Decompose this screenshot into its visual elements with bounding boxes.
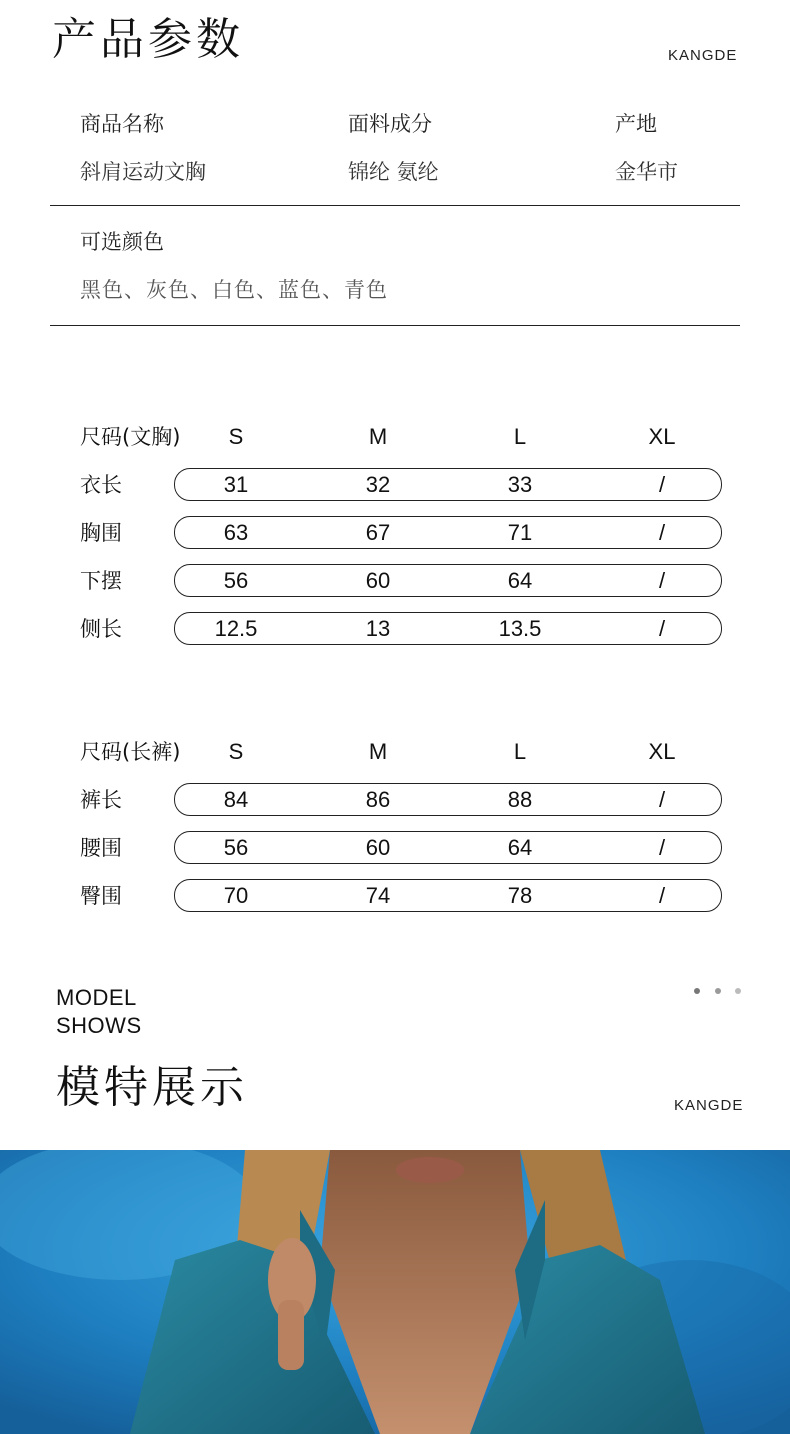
size-header-l: L xyxy=(513,739,527,764)
model-photo-illustration xyxy=(0,1150,790,1434)
divider xyxy=(50,325,740,326)
brand-label: KANGDE xyxy=(674,1097,744,1114)
size-header-xl: XL xyxy=(648,739,676,764)
size-header-l: L xyxy=(513,424,527,449)
size-header-xl: XL xyxy=(648,424,676,449)
cell-s: 31 xyxy=(223,472,249,497)
pagination-dots xyxy=(692,988,744,996)
cell-l: 64 xyxy=(507,835,533,860)
param-value-name: 斜肩运动文胸 xyxy=(80,160,206,184)
param-label-name: 商品名称 xyxy=(80,112,164,136)
table-row xyxy=(0,879,790,913)
cell-s: 63 xyxy=(223,520,249,545)
size-header-s: S xyxy=(228,424,244,449)
model-photo xyxy=(0,1150,790,1434)
color-options-value: 黑色、灰色、白色、蓝色、青色 xyxy=(80,278,388,302)
cell-s: 12.5 xyxy=(214,616,258,641)
size-table-title: 尺码(长裤) xyxy=(80,740,181,764)
cell-xl: / xyxy=(658,520,666,545)
model-shows-line1: MODEL xyxy=(56,985,137,1010)
cell-xl: / xyxy=(658,883,666,908)
table-row xyxy=(0,612,790,646)
table-row xyxy=(0,516,790,550)
dot-active xyxy=(694,988,700,994)
row-label: 衣长 xyxy=(80,473,122,497)
cell-m: 67 xyxy=(365,520,391,545)
cell-s: 84 xyxy=(223,787,249,812)
size-table-title: 尺码(文胸) xyxy=(80,425,181,449)
param-label-fabric: 面料成分 xyxy=(348,112,432,136)
size-header-s: S xyxy=(228,739,244,764)
section-title-params: 产品参数 xyxy=(52,14,244,65)
row-label: 侧长 xyxy=(80,617,122,641)
row-label: 臀围 xyxy=(80,884,122,908)
cell-l: 88 xyxy=(507,787,533,812)
cell-xl: / xyxy=(658,616,666,641)
cell-l: 13.5 xyxy=(498,616,542,641)
cell-l: 64 xyxy=(507,568,533,593)
dot xyxy=(735,988,741,994)
model-shows-heading xyxy=(56,984,142,1040)
cell-s: 56 xyxy=(223,568,249,593)
row-label: 下摆 xyxy=(80,569,122,593)
cell-s: 56 xyxy=(223,835,249,860)
section-title-model: 模特展示 xyxy=(56,1062,248,1113)
model-shows-line2: SHOWS xyxy=(56,1013,142,1038)
cell-m: 74 xyxy=(365,883,391,908)
table-row xyxy=(0,831,790,865)
size-table-header xyxy=(0,420,790,454)
cell-xl: / xyxy=(658,787,666,812)
size-header-m: M xyxy=(368,739,388,764)
row-label: 胸围 xyxy=(80,521,122,545)
param-value-fabric: 锦纶 氨纶 xyxy=(348,160,439,184)
row-label: 腰围 xyxy=(80,836,122,860)
cell-m: 60 xyxy=(365,835,391,860)
cell-m: 13 xyxy=(365,616,391,641)
row-label: 裤长 xyxy=(80,788,122,812)
cell-l: 33 xyxy=(507,472,533,497)
cell-xl: / xyxy=(658,472,666,497)
cell-m: 86 xyxy=(365,787,391,812)
size-header-m: M xyxy=(368,424,388,449)
table-row xyxy=(0,468,790,502)
cell-xl: / xyxy=(658,835,666,860)
cell-l: 78 xyxy=(507,883,533,908)
table-row xyxy=(0,564,790,598)
param-label-origin: 产地 xyxy=(615,112,657,136)
dot xyxy=(715,988,721,994)
cell-m: 32 xyxy=(365,472,391,497)
cell-xl: / xyxy=(658,568,666,593)
divider xyxy=(50,205,740,206)
cell-s: 70 xyxy=(223,883,249,908)
brand-label: KANGDE xyxy=(668,47,738,64)
size-table-header xyxy=(0,735,790,769)
cell-l: 71 xyxy=(507,520,533,545)
param-value-origin: 金华市 xyxy=(615,160,678,184)
cell-m: 60 xyxy=(365,568,391,593)
table-row xyxy=(0,783,790,817)
color-options-label: 可选颜色 xyxy=(80,230,164,254)
